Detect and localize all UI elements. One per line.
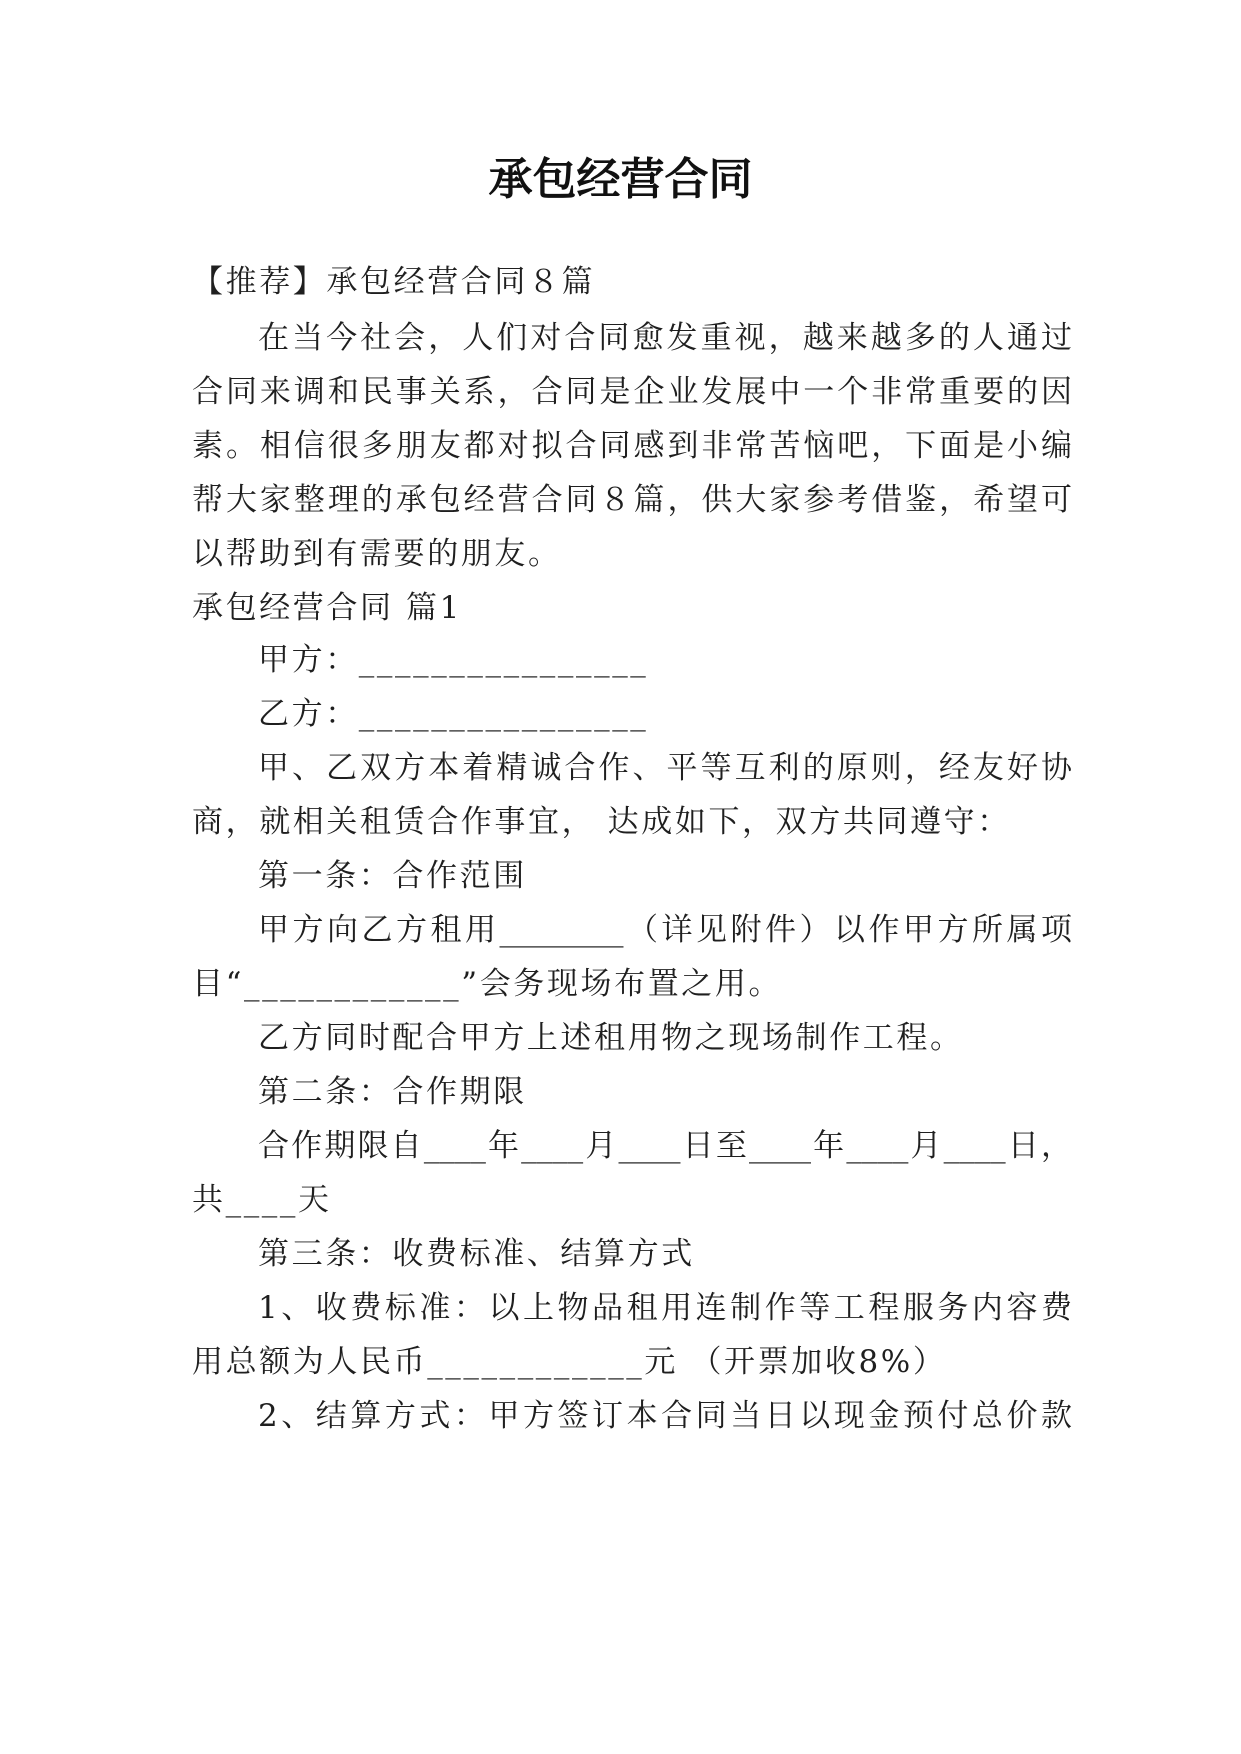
- intro-paragraph-line: 合同来调和民事关系，合同是企业发展中一个非常重要的因: [192, 374, 1072, 410]
- preamble-line: 商，就相关租赁合作事宜， 达成如下，双方共同遵守：: [192, 804, 1011, 840]
- clause-line: 2、结算方式：甲方签订本合同当日以现金预付总价款: [258, 1398, 1072, 1434]
- clause-line: 目“____________”会务现场布置之用。: [192, 966, 783, 1002]
- article-heading: 第一条：合作范围: [258, 858, 527, 894]
- clause-line: 合作期限自____年____月____日至____年____月____日，: [258, 1128, 1072, 1164]
- intro-paragraph-line: 素。相信很多朋友都对拟合同感到非常苦恼吧，下面是小编: [192, 428, 1072, 464]
- clause-line: 共____天: [192, 1182, 332, 1218]
- recommend-heading: 【推荐】承包经营合同８篇: [192, 264, 596, 300]
- clause-line: 1、收费标准：以上物品租用连制作等工程服务内容费: [258, 1290, 1072, 1326]
- section-heading: 承包经营合同 篇1: [192, 590, 462, 626]
- party-b-line: 乙方：________________: [258, 696, 649, 732]
- article-heading: 第二条：合作期限: [258, 1074, 527, 1110]
- preamble-line: 甲、乙双方本着精诚合作、平等互利的原则，经友好协: [258, 750, 1072, 786]
- intro-paragraph-line: 在当今社会，人们对合同愈发重视，越来越多的人通过: [258, 320, 1072, 356]
- clause-line: 甲方向乙方租用________（详见附件）以作甲方所属项: [258, 912, 1072, 948]
- document-title: 承包经营合同: [488, 154, 753, 205]
- intro-paragraph-line: 以帮助到有需要的朋友。: [192, 536, 562, 572]
- intro-paragraph-line: 帮大家整理的承包经营合同８篇，供大家参考借鉴，希望可: [192, 482, 1072, 518]
- party-a-line: 甲方：________________: [258, 642, 649, 678]
- clause-line: 用总额为人民币____________元 （开票加收8%）: [192, 1344, 947, 1380]
- article-heading: 第三条：收费标准、结算方式: [258, 1236, 695, 1272]
- clause-line: 乙方同时配合甲方上述租用物之现场制作工程。: [258, 1020, 964, 1056]
